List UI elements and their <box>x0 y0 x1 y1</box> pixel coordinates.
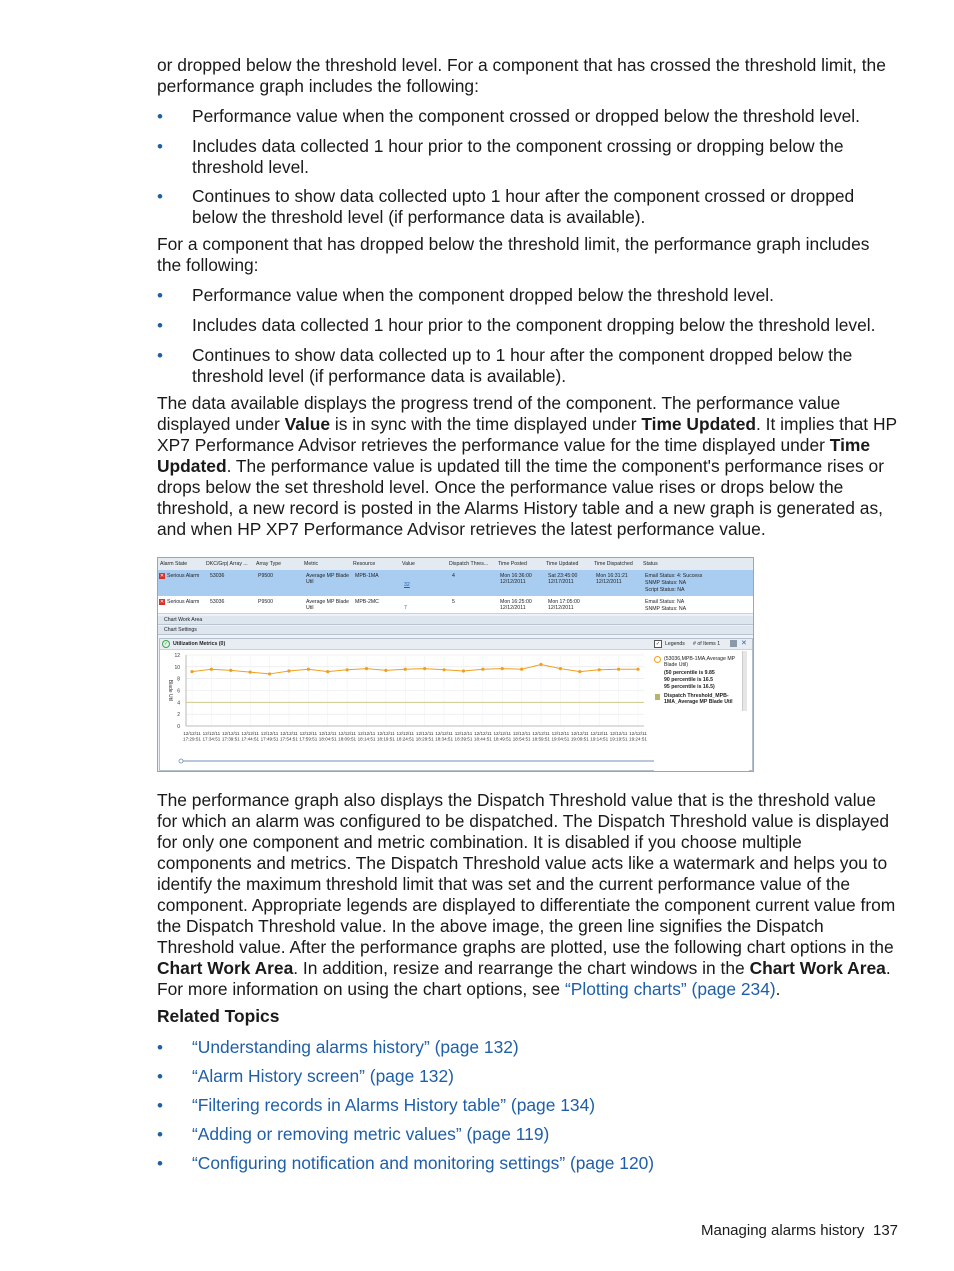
legend-entry: (50 percentile is 9.85 <box>664 670 715 676</box>
y-tick-label: 0 <box>177 724 180 730</box>
table-row[interactable] <box>158 596 753 614</box>
alarms-history-screenshot <box>157 557 754 772</box>
threshold-legend-marker <box>655 694 660 700</box>
lower-content <box>157 790 897 1174</box>
array-type-cell: P9500 <box>258 599 274 605</box>
x-tick-label: 12/12/11 18:09:51 <box>338 731 357 742</box>
series-point <box>501 667 504 670</box>
series-point <box>520 668 523 671</box>
legend-scrollbar[interactable] <box>742 651 747 711</box>
related-link: • “Understanding alarms history” (page 132) <box>157 1037 897 1058</box>
series-point <box>578 670 581 673</box>
x-tick-label: 12/12/11 19:04:51 <box>551 731 570 742</box>
y-tick-label: 12 <box>174 653 180 659</box>
series-point <box>404 668 407 671</box>
series-point <box>190 670 193 673</box>
column-header[interactable]: Resource <box>353 561 376 567</box>
x-tick-label: 12/12/11 17:34:51 <box>202 731 221 742</box>
status-line: SNMP Status: NA <box>645 606 687 612</box>
x-tick-label: 12/12/11 17:54:51 <box>280 731 298 742</box>
list-item: • Continues to show data collected upto 1 hour after the component crossed or dropped below the threshold level (if performance data is available). <box>157 186 897 228</box>
range-slider-handle <box>179 759 183 763</box>
x-tick-label: 12/12/11 17:44:51 <box>241 731 260 742</box>
x-tick-label: 12/12/11 18:44:51 <box>473 731 492 742</box>
series-legend-marker <box>654 656 661 663</box>
x-tick-label: 12/12/11 18:24:51 <box>396 731 415 742</box>
panel-menu-button[interactable] <box>730 640 737 647</box>
column-header[interactable]: Metric <box>304 561 319 567</box>
metric-cell: Average MP Blade Util <box>306 599 350 611</box>
footer-section: Managing alarms history <box>701 1222 865 1239</box>
intro-paragraph: or dropped below the threshold level. For a component that has crossed the threshold limit, the performance graph includes the following: <box>157 55 886 96</box>
close-icon[interactable]: ✕ <box>741 640 747 647</box>
series-point <box>462 669 465 672</box>
x-tick-label: 12/12/11 19:14:51 <box>590 731 609 742</box>
chart-panel <box>159 638 753 771</box>
dropped-intro: For a component that has dropped below the threshold limit, the performance graph includes the following: <box>157 234 870 275</box>
x-tick-label: 12/12/11 18:34:51 <box>435 731 454 742</box>
value-link[interactable]: 7 <box>404 605 407 611</box>
chart-work-area-term: Chart Work Area <box>749 958 886 978</box>
x-tick-label: 12/12/11 18:39:51 <box>454 731 473 742</box>
utilization-chart <box>160 649 654 770</box>
status-line: Email Status: 4: Success <box>645 573 703 579</box>
x-tick-label: 12/12/11 18:14:51 <box>357 731 376 742</box>
related-link: • “Adding or removing metric values” (page 119) <box>157 1124 897 1145</box>
alarm-x-icon: ✕ <box>159 573 165 579</box>
alarm-state: Serious Alarm <box>167 573 200 579</box>
series-line <box>192 664 638 673</box>
y-tick-label: 8 <box>177 676 180 683</box>
legends-checkbox[interactable]: ✓ <box>655 641 661 647</box>
x-tick-label: 12/12/11 19:24:51 <box>629 731 647 742</box>
panel-title: Utilization Metrics (0) <box>173 641 226 647</box>
column-header[interactable]: Dispatch Thres... <box>449 561 489 567</box>
resource-cell: MPB-1MA <box>355 573 379 579</box>
metric-cell: Average MP Blade Util <box>306 573 350 585</box>
check-icon: ✓ <box>163 641 169 647</box>
series-point <box>365 667 368 670</box>
series-point <box>287 669 290 672</box>
related-links <box>157 1037 897 1174</box>
legend-entry: 95 percentile is 16.5) <box>664 684 715 690</box>
x-tick-label: 12/12/11 18:29:51 <box>415 731 434 742</box>
dropped-list <box>157 285 897 387</box>
time-dispatched-cell: Mon 16:31:21 12/12/2011 <box>596 573 628 585</box>
list-item: • Performance value when the component dropped below the threshold level. <box>157 285 897 306</box>
series-point <box>307 668 310 671</box>
x-tick-label: 12/12/11 18:59:51 <box>532 731 550 742</box>
page-content <box>157 55 897 540</box>
legend-entry: Dispatch Threshold_MPB-1MA_Average MP Blade Util <box>664 693 733 705</box>
resource-cell: MPB-2MC <box>355 599 379 605</box>
time-posted-cell: Mon 16:25:00 12/12/2011 <box>500 599 532 611</box>
value-link[interactable]: 32 <box>404 582 410 588</box>
x-tick-label: 12/12/11 17:49:51 <box>260 731 279 742</box>
series-point <box>423 667 426 670</box>
y-tick-label: 6 <box>177 688 180 695</box>
column-header[interactable]: Time Posted <box>498 561 527 567</box>
x-tick-label: 12/12/11 17:59:51 <box>299 731 318 742</box>
series-point <box>326 670 329 673</box>
series-point <box>539 663 542 666</box>
series-point <box>598 668 601 671</box>
time-updated-term: Time Updated <box>157 435 871 476</box>
related-link: • “Filtering records in Alarms History table” (page 134) <box>157 1095 897 1116</box>
time-updated-cell: Mon 17:05:00 12/12/2011 <box>548 599 580 611</box>
crossed-list <box>157 106 897 228</box>
table-row[interactable] <box>158 570 753 596</box>
status-line: SNMP Status: NA <box>645 580 687 586</box>
dkc-cell: 53036 <box>210 599 225 605</box>
dispatch-cell: 4 <box>452 573 455 579</box>
chart-legend <box>654 651 749 771</box>
x-tick-label: 12/12/11 19:19:51 <box>609 731 628 742</box>
time-updated-cell: Sat 23:45:00 12/17/2011 <box>548 573 578 585</box>
page-number: 137 <box>873 1222 899 1239</box>
array-type-cell: P9500 <box>258 573 274 579</box>
items-count: # of Items 1 <box>693 641 721 647</box>
list-item: • Includes data collected 1 hour prior to the component crossing or dropping below the threshold level. <box>157 136 897 178</box>
related-topics-heading: Related Topics <box>157 1006 280 1026</box>
list-item: • Includes data collected 1 hour prior to the component dropping below the threshold level. <box>157 315 897 336</box>
legend-entry: (53036,MPB-1MA,Average MP Blade Util) <box>664 656 736 668</box>
plotting-charts-link[interactable]: “Plotting charts” (page 234) <box>564 979 776 999</box>
series-point <box>384 669 387 672</box>
status-line: Script Status: NA <box>645 587 685 593</box>
x-tick-label: 12/12/11 18:54:51 <box>512 731 531 742</box>
legends-label: Legends <box>665 641 685 647</box>
column-header[interactable]: Value <box>402 561 415 567</box>
column-header[interactable]: DKC/Grp| Array ... <box>206 561 248 567</box>
series-point <box>229 669 232 672</box>
column-header[interactable]: Time Dispatched <box>594 561 633 567</box>
series-point <box>249 671 252 674</box>
x-tick-label: 12/12/11 19:09:51 <box>570 731 589 742</box>
x-tick-label: 12/12/11 18:04:51 <box>318 731 337 742</box>
y-axis-label: Blade Util <box>167 679 173 702</box>
dispatch-paragraph: The performance graph also displays the Dispatch Threshold value that is the threshold value for which an alarm was configured to be dispatched. The Dispatch Threshold value is displayed for only one component and metric combination. It is disabled if you choose multiple components and metrics. The Dispatch Threshold value acts like a watermark and helps you to identify the maximum threshold limit that was set and the current performance value of the component. Appropriate legends are displayed to differentiate the component current value from the Dispatch Threshold value. In the above image, the green line signifies the Dispatch Threshold value. After the performance graphs are plotted, use the following chart options in the Chart Work Area. In addition, resize and rearrange the chart windows in the Chart Work Area. For more information on using the chart options, see “Plotting charts” (page 234). <box>157 790 896 999</box>
time-posted-cell: Mon 16:36:00 12/12/2011 <box>500 573 532 585</box>
chart-settings-bar[interactable]: Chart Settings <box>158 626 753 635</box>
y-tick-label: 10 <box>174 664 180 671</box>
chart-work-area-term: Chart Work Area <box>157 958 294 978</box>
column-header[interactable]: Time Updated <box>546 561 579 567</box>
data-paragraph: The data available displays the progress trend of the component. The performance value displayed under Value is in sync with the time displayed under Time Updated. It implies that HP XP7 Performance Advisor retrieves the performance value for the time displayed under Time Updated. The performance value is updated till the time the component's performance rises or drops below the set threshold level. Once the performance value rises or drops below the threshold, a new record is posted in the Alarms History table and a new graph is generated as, and when HP XP7 Performance Advisor retrieves the latest performance value. <box>157 393 897 539</box>
legend-entry: 90 percentile is 16.5 <box>664 677 714 683</box>
chart-work-area-bar[interactable]: Chart Work Area <box>158 616 753 625</box>
x-tick-label: 12/12/11 18:19:51 <box>376 731 395 742</box>
series-point <box>636 668 639 671</box>
related-link: • “Configuring notification and monitoring settings” (page 120) <box>157 1153 897 1174</box>
series-point <box>481 668 484 671</box>
related-link: • “Alarm History screen” (page 132) <box>157 1066 897 1087</box>
dkc-cell: 53036 <box>210 573 225 579</box>
column-header[interactable]: Alarm State <box>160 561 188 567</box>
series-point <box>559 667 562 670</box>
value-term: Value <box>284 414 331 434</box>
series-point <box>210 668 213 671</box>
series-point <box>617 668 620 671</box>
list-item: • Continues to show data collected up to 1 hour after the component dropped below the threshold level (if performance data is available). <box>157 345 897 387</box>
alarm-state: Serious Alarm <box>167 599 200 605</box>
column-header[interactable]: Array Type <box>256 561 281 567</box>
dispatch-cell: 5 <box>452 599 455 605</box>
y-tick-label: 2 <box>177 712 180 719</box>
x-tick-label: 12/12/11 17:39:51 <box>221 731 240 742</box>
alarm-x-icon: ✕ <box>159 599 165 605</box>
status-line: Email Status: NA <box>645 599 685 605</box>
y-tick-label: 4 <box>177 700 180 707</box>
x-tick-label: 12/12/11 17:29:51 <box>183 731 201 742</box>
x-tick-label: 12/12/11 18:49:51 <box>493 731 512 742</box>
list-item: • Performance value when the component crossed or dropped below the threshold level. <box>157 106 897 127</box>
series-point <box>442 668 445 671</box>
column-header[interactable]: Status <box>643 561 658 567</box>
series-point <box>268 672 271 675</box>
time-updated-term: Time Updated <box>641 414 756 434</box>
series-point <box>346 668 349 671</box>
